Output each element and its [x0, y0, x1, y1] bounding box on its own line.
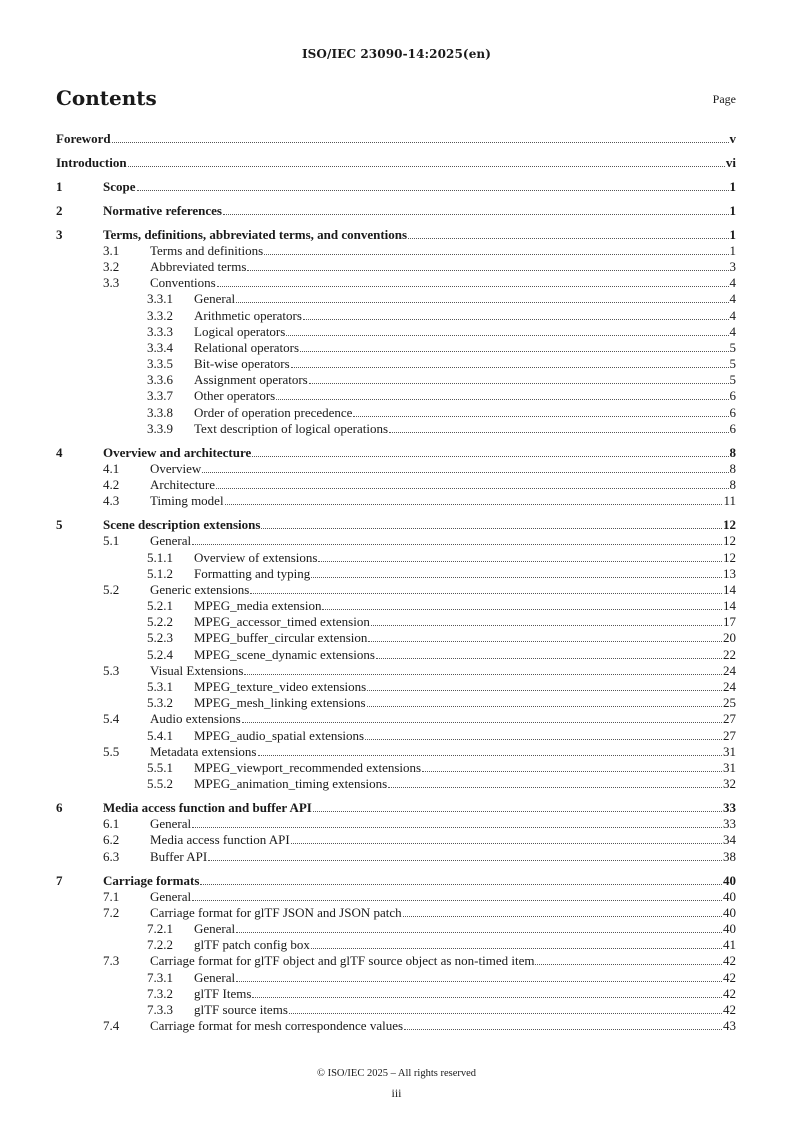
toc-entry[interactable]	[56, 372, 736, 388]
toc-entry[interactable]	[56, 533, 736, 549]
toc-entry-title: Carriage format for glTF JSON and JSON patch	[150, 904, 402, 920]
dot-leader	[408, 237, 728, 239]
toc-entry-title: Scope	[103, 178, 136, 194]
dot-leader	[291, 842, 722, 844]
toc-entry-page: 1	[729, 242, 736, 258]
toc-entry-number: 5.1.2	[147, 565, 173, 581]
toc-entry-title: Architecture	[150, 477, 215, 493]
toc-entry-number: 3.2	[103, 258, 120, 274]
toc-entry-number: 5.1	[103, 533, 120, 549]
dot-leader	[286, 334, 728, 336]
dot-leader	[276, 398, 728, 400]
toc-entry-title: Buffer API	[150, 848, 208, 864]
toc-entry-title: MPEG_accessor_timed extension	[194, 614, 370, 630]
dot-leader	[236, 301, 728, 303]
toc-entry-number: 3.3.1	[147, 291, 173, 307]
toc-entry-page: 42	[723, 985, 736, 1001]
toc-entry[interactable]	[56, 799, 736, 816]
table-of-contents	[56, 124, 736, 1034]
toc-entry-number: 4	[56, 444, 63, 460]
toc-entry-title: Media access function API	[150, 832, 290, 848]
toc-entry[interactable]	[56, 905, 736, 921]
toc-entry-page: 8	[729, 460, 736, 476]
toc-entry[interactable]	[56, 744, 736, 760]
toc-entry-number: 5.2.4	[147, 646, 173, 662]
toc-entry[interactable]	[56, 953, 736, 969]
toc-entry-title: MPEG_audio_spatial extensions	[194, 727, 365, 743]
toc-entry-page: 6	[729, 388, 736, 404]
toc-entry-title: glTF Items	[194, 985, 252, 1001]
dot-leader	[404, 1028, 722, 1030]
toc-entry-title: Assignment operators	[194, 372, 308, 388]
toc-entry-page: 12	[723, 517, 736, 533]
toc-entry-title: MPEG_scene_dynamic extensions	[194, 646, 375, 662]
toc-entry-number: 7.3	[103, 953, 120, 969]
toc-entry-title: MPEG_mesh_linking extensions	[194, 695, 366, 711]
toc-entry-page: 27	[723, 727, 736, 743]
dot-leader	[258, 754, 723, 756]
toc-entry[interactable]	[56, 969, 736, 985]
toc-entry-page: v	[729, 131, 736, 146]
toc-entry-number: 5.4	[103, 711, 120, 727]
toc-entry-title: Abbreviated terms	[150, 258, 247, 274]
toc-entry-number: 5.3.2	[147, 695, 173, 711]
toc-entry-page: 1	[729, 178, 736, 194]
toc-entry-title: Foreword	[56, 131, 111, 146]
toc-entry-page: 38	[723, 848, 736, 864]
dot-leader	[250, 592, 722, 594]
toc-entry-number: 5.2.2	[147, 614, 173, 630]
toc-entry-title: General	[150, 888, 192, 904]
toc-entry-title: Carriage format for glTF object and glTF source object as non-timed item	[150, 953, 535, 969]
toc-entry-number: 5.2.1	[147, 598, 173, 614]
dot-leader	[367, 705, 722, 707]
toc-entry-number: 3.3.2	[147, 307, 173, 323]
toc-entry-title: Introduction	[56, 154, 127, 170]
dot-leader	[371, 624, 722, 626]
copyright-notice: © ISO/IEC 2025 – All rights reserved	[316, 1068, 477, 1079]
toc-entry-page: 3	[729, 258, 736, 274]
dot-leader	[353, 415, 728, 417]
toc-entry-title: Conventions	[150, 275, 216, 291]
toc-entry-number: 3.3	[103, 275, 120, 291]
toc-entry-title: Normative references	[103, 202, 222, 218]
toc-entry-number: 7.3.3	[147, 1002, 173, 1017]
toc-entry[interactable]	[56, 663, 736, 679]
toc-entry[interactable]	[56, 872, 736, 889]
toc-entry-title: Overview	[150, 460, 202, 476]
toc-entry-number: 7.2	[103, 904, 120, 920]
toc-entry[interactable]	[56, 695, 736, 711]
toc-entry-page: 42	[723, 969, 736, 985]
toc-entry[interactable]	[56, 711, 736, 727]
toc-entry-number: 5.2.3	[147, 630, 173, 646]
toc-entry-number: 6.2	[103, 832, 120, 848]
toc-entry-title: Carriage format for mesh correspondence values	[150, 1018, 404, 1034]
toc-entry-page: 17	[723, 614, 736, 630]
toc-entry[interactable]	[56, 178, 736, 195]
toc-entry[interactable]	[56, 388, 736, 404]
toc-entry[interactable]	[56, 324, 736, 340]
toc-entry[interactable]	[56, 889, 736, 905]
toc-entry-page: 22	[723, 646, 736, 662]
dot-leader	[192, 899, 722, 901]
dot-leader	[289, 1012, 722, 1014]
toc-entry[interactable]	[56, 154, 736, 171]
toc-entry-page: 43	[723, 1018, 736, 1034]
toc-entry-number: 4.1	[103, 460, 120, 476]
toc-entry-page: 12	[723, 549, 736, 565]
toc-entry-number: 7.3.1	[147, 969, 173, 985]
dot-leader	[313, 810, 722, 812]
toc-entry-page: 40	[723, 921, 736, 937]
toc-entry[interactable]	[56, 848, 736, 864]
toc-entry-title: General	[194, 291, 236, 307]
toc-entry-number: 2	[56, 202, 63, 218]
dot-leader	[137, 189, 729, 191]
dot-leader	[389, 431, 728, 433]
toc-entry-page: 32	[723, 776, 736, 792]
toc-entry[interactable]	[56, 461, 736, 477]
toc-entry-page: 41	[723, 937, 736, 953]
toc-entry-title: MPEG_viewport_recommended extensions	[194, 759, 422, 775]
toc-entry-page: 6	[729, 404, 736, 420]
toc-entry-title: Relational operators	[194, 339, 300, 355]
toc-entry-title: glTF source items	[194, 1002, 288, 1017]
toc-entry[interactable]	[56, 679, 736, 695]
toc-entry[interactable]	[56, 832, 736, 848]
toc-entry-page: 34	[723, 832, 736, 848]
dot-leader	[252, 996, 722, 998]
dot-leader	[365, 738, 722, 740]
toc-entry[interactable]	[56, 630, 736, 646]
toc-entry-title: General	[194, 921, 236, 937]
toc-entry-page: vi	[725, 154, 736, 170]
toc-entry-number: 3	[56, 226, 63, 242]
toc-entry[interactable]	[56, 404, 736, 420]
toc-entry-number: 5.5	[103, 743, 120, 759]
toc-entry-title: Terms, definitions, abbreviated terms, and conventions	[103, 226, 408, 242]
dot-leader	[216, 487, 729, 489]
toc-entry-page: 8	[729, 477, 736, 493]
toc-entry-page: 40	[723, 904, 736, 920]
toc-entry-page: 1	[729, 226, 736, 242]
toc-entry[interactable]	[56, 986, 736, 1002]
dot-leader	[192, 543, 722, 545]
toc-entry[interactable]	[56, 421, 736, 437]
toc-entry-page: 4	[729, 291, 736, 307]
dot-leader	[223, 213, 729, 215]
toc-entry-number: 3.3.7	[147, 388, 173, 404]
toc-entry-title: Logical operators	[194, 323, 286, 339]
toc-entry-page: 12	[723, 533, 736, 549]
toc-entry[interactable]	[56, 356, 736, 372]
toc-entry[interactable]	[56, 1002, 736, 1018]
toc-entry-title: Other operators	[194, 388, 276, 404]
toc-entry-number: 6.3	[103, 848, 120, 864]
dot-leader	[403, 915, 722, 917]
toc-entry-title: MPEG_media extension	[194, 598, 322, 614]
dot-leader	[236, 980, 722, 982]
toc-entry-number: 5.1.1	[147, 549, 173, 565]
toc-entry[interactable]	[56, 776, 736, 792]
toc-entry-title: Generic extensions	[150, 581, 250, 597]
dot-leader	[247, 269, 728, 271]
contents-heading: Contents	[56, 86, 157, 110]
toc-entry-number: 7.2.2	[147, 937, 173, 953]
dot-leader	[236, 931, 722, 933]
toc-entry-title: Overview and architecture	[103, 444, 252, 460]
toc-entry[interactable]	[56, 582, 736, 598]
toc-entry-page: 24	[723, 679, 736, 695]
dot-leader	[128, 165, 725, 167]
toc-entry-title: Audio extensions	[150, 711, 241, 727]
toc-entry[interactable]	[56, 340, 736, 356]
dot-leader	[303, 318, 729, 320]
dot-leader	[311, 947, 722, 949]
page-number: iii	[391, 1086, 402, 1100]
toc-entry-number: 5.5.1	[147, 759, 173, 775]
dot-leader	[225, 503, 723, 505]
toc-entry-page: 27	[723, 711, 736, 727]
dot-leader	[261, 527, 722, 529]
dot-leader	[309, 382, 729, 384]
toc-entry-title: Timing model	[150, 493, 224, 509]
toc-entry-number: 5.3.1	[147, 679, 173, 695]
dot-leader	[244, 673, 722, 675]
toc-entry-title: Order of operation precedence	[194, 404, 353, 420]
toc-entry-page: 40	[723, 888, 736, 904]
toc-entry-number: 7.1	[103, 888, 120, 904]
toc-entry-title: General	[150, 816, 192, 832]
dot-leader	[264, 253, 728, 255]
toc-entry-page: 13	[723, 565, 736, 581]
toc-entry-page: 33	[723, 816, 736, 832]
toc-entry-page: 20	[723, 630, 736, 646]
dot-leader	[368, 640, 722, 642]
toc-entry-page: 11	[723, 493, 736, 509]
dot-leader	[376, 657, 722, 659]
toc-entry-page: 8	[729, 444, 736, 460]
toc-entry-number: 7	[56, 872, 63, 888]
toc-entry[interactable]	[56, 243, 736, 259]
toc-entry-page: 42	[723, 953, 736, 969]
toc-entry-page: 5	[729, 356, 736, 372]
toc-entry-page: 31	[723, 743, 736, 759]
toc-entry-page: 4	[729, 323, 736, 339]
toc-entry-number: 7.4	[103, 1018, 120, 1034]
toc-entry-title: General	[150, 533, 192, 549]
toc-entry-number: 5.3	[103, 662, 120, 678]
toc-entry-title: Scene description extensions	[103, 517, 261, 533]
toc-entry-page: 5	[729, 372, 736, 388]
toc-entry-number: 4.3	[103, 493, 120, 509]
toc-entry[interactable]	[56, 516, 736, 533]
dot-leader	[252, 455, 728, 457]
toc-entry-number: 3.3.3	[147, 323, 173, 339]
toc-entry-page: 4	[729, 307, 736, 323]
dot-leader	[112, 141, 729, 143]
dot-leader	[208, 859, 722, 861]
toc-entry-number: 7.2.1	[147, 921, 173, 937]
toc-entry[interactable]	[56, 646, 736, 662]
toc-entry-number: 7.3.2	[147, 985, 173, 1001]
toc-entry-number: 5.5.2	[147, 776, 173, 792]
dot-leader	[388, 786, 722, 788]
dot-leader	[367, 689, 722, 691]
toc-entry-title: Terms and definitions	[150, 242, 264, 258]
toc-entry-number: 3.3.4	[147, 339, 173, 355]
toc-entry[interactable]	[56, 816, 736, 832]
document-id-header: ISO/IEC 23090-14:2025(en)	[301, 47, 492, 61]
toc-entry-page: 33	[723, 800, 736, 816]
toc-entry-number: 3.3.6	[147, 372, 173, 388]
toc-entry-number: 3.3.5	[147, 356, 173, 372]
toc-entry-title: General	[194, 969, 236, 985]
toc-entry-number: 3.3.9	[147, 420, 173, 436]
toc-entry[interactable]	[56, 307, 736, 323]
toc-entry-title: Carriage formats	[103, 872, 200, 888]
toc-entry[interactable]	[56, 614, 736, 630]
dot-leader	[322, 608, 722, 610]
dot-leader	[300, 350, 728, 352]
toc-entry-title: MPEG_buffer_circular extension	[194, 630, 368, 646]
toc-entry-number: 6.1	[103, 816, 120, 832]
dot-leader	[535, 963, 722, 965]
toc-entry[interactable]	[56, 760, 736, 776]
toc-entry-number: 6	[56, 800, 63, 816]
toc-entry[interactable]	[56, 566, 736, 582]
toc-entry-title: Text description of logical operations	[194, 420, 389, 436]
dot-leader	[422, 770, 722, 772]
dot-leader	[202, 471, 728, 473]
toc-entry-page: 24	[723, 662, 736, 678]
page-column-label: Page	[712, 92, 736, 106]
toc-entry[interactable]	[56, 275, 736, 291]
toc-entry-page: 42	[723, 1002, 736, 1017]
toc-entry-page: 1	[729, 202, 736, 218]
dot-leader	[200, 883, 722, 885]
toc-entry-title: Metadata extensions	[150, 743, 257, 759]
toc-entry-number: 4.2	[103, 477, 120, 493]
toc-entry-title: Visual Extensions	[150, 662, 244, 678]
toc-entry-title: Arithmetic operators	[194, 307, 302, 323]
toc-entry[interactable]	[56, 727, 736, 743]
toc-entry[interactable]	[56, 549, 736, 565]
toc-entry-title: Formatting and typing	[194, 565, 311, 581]
contents-title-row	[56, 86, 736, 112]
toc-entry-page: 6	[729, 420, 736, 436]
toc-entry[interactable]	[56, 937, 736, 953]
toc-entry[interactable]	[56, 444, 736, 461]
toc-entry-title: glTF patch config box	[194, 937, 310, 953]
toc-entry-title: MPEG_texture_video extensions	[194, 679, 367, 695]
toc-entry[interactable]	[56, 202, 736, 219]
dot-leader	[242, 721, 722, 723]
toc-entry-page: 31	[723, 759, 736, 775]
toc-entry-number: 5.2	[103, 581, 120, 597]
toc-entry-page: 25	[723, 695, 736, 711]
dot-leader	[291, 366, 729, 368]
toc-entry-page: 4	[729, 275, 736, 291]
toc-entry-title: Bit-wise operators	[194, 356, 290, 372]
dot-leader	[318, 560, 722, 562]
toc-entry-title: Media access function and buffer API	[103, 800, 312, 816]
toc-entry[interactable]	[56, 226, 736, 243]
toc-entry-number: 3.1	[103, 242, 120, 258]
toc-entry[interactable]	[56, 598, 736, 614]
toc-entry[interactable]	[56, 130, 736, 147]
toc-entry-title: Overview of extensions	[194, 549, 318, 565]
toc-entry[interactable]	[56, 1018, 736, 1034]
toc-entry-number: 5	[56, 517, 63, 533]
dot-leader	[217, 285, 729, 287]
toc-entry[interactable]	[56, 477, 736, 493]
toc-entry-page: 14	[723, 598, 736, 614]
toc-entry[interactable]	[56, 259, 736, 275]
toc-entry-number: 3.3.8	[147, 404, 173, 420]
toc-entry-page: 40	[723, 872, 736, 888]
dot-leader	[311, 576, 722, 578]
toc-entry-title: MPEG_animation_timing extensions	[194, 776, 388, 792]
toc-entry-page: 5	[729, 339, 736, 355]
toc-entry-number: 1	[56, 178, 63, 194]
dot-leader	[192, 826, 722, 828]
toc-entry[interactable]	[56, 921, 736, 937]
toc-entry[interactable]	[56, 493, 736, 509]
toc-entry-page: 14	[723, 581, 736, 597]
toc-entry-number: 5.4.1	[147, 727, 173, 743]
toc-entry[interactable]	[56, 291, 736, 307]
